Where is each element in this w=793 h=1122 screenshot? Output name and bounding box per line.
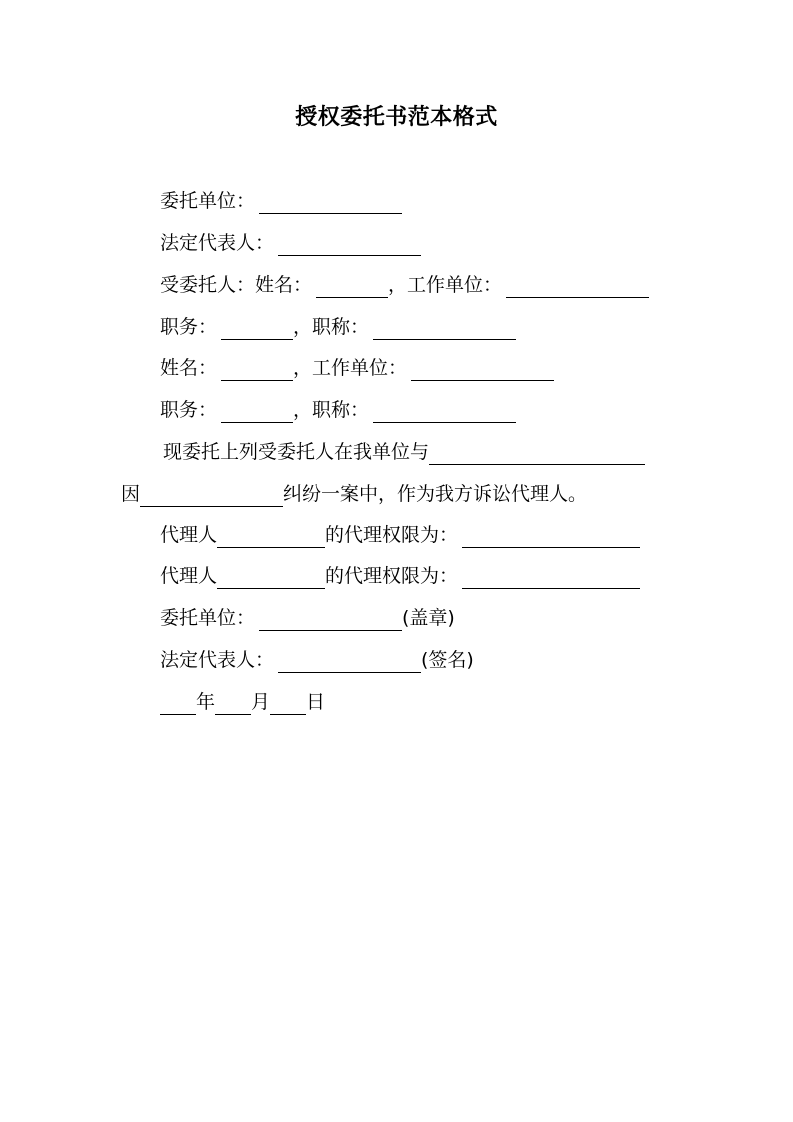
agent1-authority-blank[interactable] — [462, 522, 640, 548]
principal-unit-label: 委托单位： — [160, 607, 256, 629]
month-label: 月 — [251, 691, 271, 713]
cause-suffix: 纠纷一案中，作为我方诉讼代理人。 — [283, 483, 588, 505]
agent1-position-blank[interactable] — [221, 314, 293, 340]
agent-name-label: 受委托人：姓名： — [160, 274, 313, 296]
agent2-authority-line — [160, 563, 640, 589]
agent2-line — [160, 355, 554, 381]
agent2-blank[interactable] — [217, 563, 325, 589]
position-label: 职务： — [160, 399, 218, 421]
agent1-blank[interactable] — [217, 522, 325, 548]
legal-rep-blank[interactable] — [278, 230, 421, 256]
principal-unit-blank[interactable] — [259, 188, 402, 214]
agent-word: 代理人 — [160, 524, 218, 546]
work-unit-label: ，工作单位： — [293, 357, 408, 379]
cause-line — [121, 481, 587, 507]
agent1-authority-line — [160, 522, 640, 548]
year-label: 年 — [196, 691, 216, 713]
agent2-authority-blank[interactable] — [462, 563, 640, 589]
agent1-title-blank[interactable] — [373, 314, 516, 340]
day-label: 日 — [306, 691, 326, 713]
agent2-position-line — [160, 397, 516, 423]
legal-rep-line — [160, 230, 421, 256]
name-label: 姓名： — [160, 357, 218, 379]
sign-rep-blank[interactable] — [278, 647, 421, 673]
entrust-text: 现委托上列受委托人在我单位与 — [163, 441, 430, 463]
day-blank[interactable] — [270, 689, 306, 715]
legal-rep-label: 法定代表人： — [160, 232, 275, 254]
cause-prefix: 因 — [121, 483, 141, 505]
legal-rep-label: 法定代表人： — [160, 649, 275, 671]
title-label: ，职称： — [293, 316, 370, 338]
date-line — [160, 689, 325, 715]
seal-line — [160, 605, 455, 631]
month-blank[interactable] — [215, 689, 251, 715]
seal-unit-blank[interactable] — [259, 605, 402, 631]
agent1-work-unit-blank[interactable] — [506, 272, 649, 298]
sign-line — [160, 647, 474, 673]
agent2-position-blank[interactable] — [221, 397, 293, 423]
position-label: 职务： — [160, 316, 218, 338]
authority-label: 的代理权限为： — [325, 565, 459, 587]
agent1-name-blank[interactable] — [316, 272, 388, 298]
principal-unit-line — [160, 188, 402, 214]
authority-label: 的代理权限为： — [325, 524, 459, 546]
seal-text: (盖章) — [402, 607, 455, 629]
sign-text: (签名) — [421, 649, 474, 671]
dispute-blank[interactable] — [140, 481, 283, 507]
agent2-work-unit-blank[interactable] — [411, 355, 554, 381]
document-title: 授权委托书范本格式 — [295, 105, 498, 130]
work-unit-label: ，工作单位： — [388, 274, 503, 296]
agent1-position-line — [160, 314, 516, 340]
opposing-party-blank[interactable] — [429, 439, 645, 465]
agent2-name-blank[interactable] — [221, 355, 293, 381]
year-blank[interactable] — [160, 689, 196, 715]
agent1-line — [160, 272, 649, 298]
title-label: ，职称： — [293, 399, 370, 421]
agent2-title-blank[interactable] — [373, 397, 516, 423]
agent-word: 代理人 — [160, 565, 218, 587]
principal-unit-label: 委托单位： — [160, 190, 256, 212]
entrust-line — [163, 439, 645, 465]
